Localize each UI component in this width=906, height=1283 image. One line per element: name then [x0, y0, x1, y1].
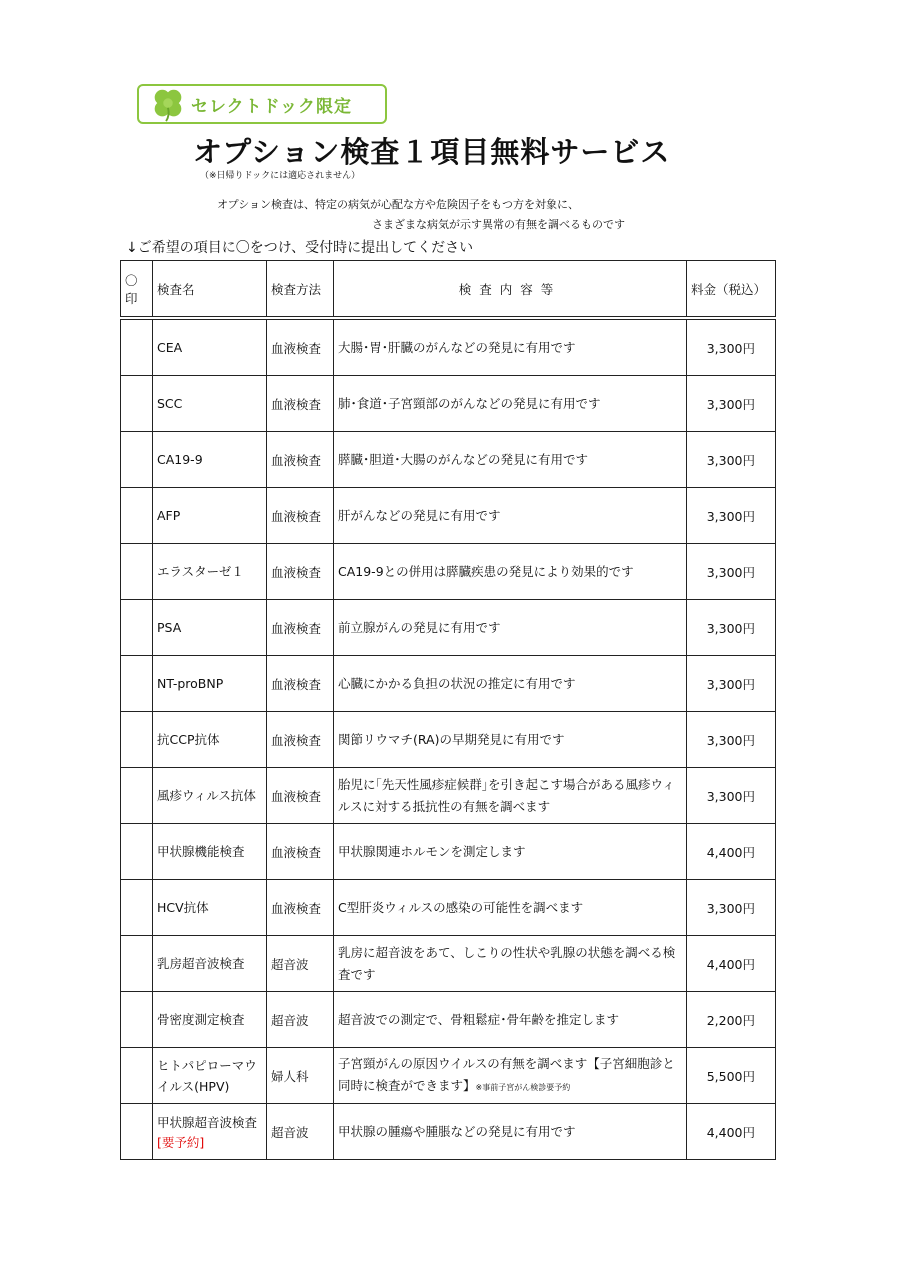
exam-method: 超音波: [267, 936, 334, 992]
exam-method: 婦人科: [267, 1048, 334, 1104]
table-row: [121, 376, 776, 432]
header-mark: 〇印: [121, 261, 153, 317]
clover-icon: [149, 85, 187, 123]
table-row: [121, 936, 776, 992]
table-row: [121, 488, 776, 544]
exam-content: [334, 376, 687, 432]
exam-price: 3,300円: [687, 768, 776, 824]
exam-method: 血液検査: [267, 320, 334, 376]
exam-name: [153, 992, 267, 1048]
table-row: [121, 432, 776, 488]
badge-label: セレクトドック限定: [191, 96, 352, 117]
mark-cell[interactable]: [121, 600, 153, 656]
exclusion-note: （※日帰りドックには適応されません）: [200, 171, 361, 181]
exam-content-text: 肝がんなどの発見に有用です: [338, 507, 501, 523]
table-row: [121, 1104, 776, 1160]
exam-price: 3,300円: [687, 376, 776, 432]
exam-price: 3,300円: [687, 320, 776, 376]
exam-name: [153, 488, 267, 544]
exam-content: [334, 488, 687, 544]
exam-name: [153, 656, 267, 712]
table-row: [121, 656, 776, 712]
exam-content-text: 胎児に｢先天性風疹症候群｣を引き起こす場合がある風疹ウィルスに対する抵抗性の有無を調べます: [338, 776, 675, 814]
exam-name-text: 甲状腺超音波検査: [157, 1115, 258, 1130]
exam-content-text: 心臓にかかる負担の状況の推定に有用です: [338, 675, 576, 691]
table-row: [121, 320, 776, 376]
exam-name: [153, 768, 267, 824]
exam-content: [334, 432, 687, 488]
mark-cell[interactable]: [121, 544, 153, 600]
exam-name-text: PSA: [157, 620, 182, 635]
table-row: [121, 824, 776, 880]
exam-method: 血液検査: [267, 768, 334, 824]
table-row: [121, 600, 776, 656]
instruction-text: ↓ご希望の項目に〇をつけ、受付時に提出してください: [126, 240, 474, 256]
exam-price: 3,300円: [687, 712, 776, 768]
table-header-row: [121, 261, 776, 317]
exam-content: [334, 992, 687, 1048]
exam-name-text: エラスターゼ１: [157, 564, 244, 579]
exam-name: [153, 376, 267, 432]
exam-content-text: C型肝炎ウィルスの感染の可能性を調べます: [338, 899, 584, 915]
exam-price: 3,300円: [687, 432, 776, 488]
promo-badge: [137, 84, 387, 124]
exam-method: 血液検査: [267, 544, 334, 600]
header-method: 検査方法: [267, 261, 334, 317]
exam-content: [334, 936, 687, 992]
exam-name: [153, 1048, 267, 1104]
exam-content-text: 大腸･胃･肝臓のがんなどの発見に有用です: [338, 339, 576, 355]
exam-price: 2,200円: [687, 992, 776, 1048]
exam-price: 3,300円: [687, 880, 776, 936]
exam-name-text: 抗CCP抗体: [157, 732, 220, 747]
exam-name-text: HCV抗体: [157, 900, 209, 915]
exam-name-text: 甲状腺機能検査: [157, 844, 245, 859]
table-row: [121, 880, 776, 936]
exam-content-note: ※事前子宮がん検診要予約: [475, 1082, 571, 1092]
table-row: [121, 544, 776, 600]
exam-name: [153, 824, 267, 880]
exam-method: 超音波: [267, 1104, 334, 1160]
exam-method: 血液検査: [267, 432, 334, 488]
exam-price: 4,400円: [687, 1104, 776, 1160]
exam-method: 血液検査: [267, 656, 334, 712]
mark-cell[interactable]: [121, 488, 153, 544]
exam-name: [153, 544, 267, 600]
mark-cell[interactable]: [121, 656, 153, 712]
exam-price: 3,300円: [687, 544, 776, 600]
table-row: [121, 1048, 776, 1104]
exam-method: 血液検査: [267, 824, 334, 880]
header-price: 料金（税込）: [687, 261, 776, 317]
mark-cell[interactable]: [121, 320, 153, 376]
header-content: 検査内容等: [334, 261, 687, 317]
description-line-2: さまざまな病気が示す異常の有無を調べるものです: [372, 218, 625, 231]
description-line-1: オプション検査は、特定の病気が心配な方や危険因子をもつ方を対象に、: [217, 198, 580, 211]
exam-content-text: 子宮頸がんの原因ウイルスの有無を調べます【子宮細胞診と同時に検査ができます】: [338, 1055, 675, 1093]
exam-content-text: 超音波での測定で、骨粗鬆症･骨年齢を推定します: [338, 1011, 620, 1027]
exam-name: [153, 712, 267, 768]
mark-cell[interactable]: [121, 1104, 153, 1160]
exam-name: [153, 1104, 267, 1160]
exam-content: [334, 600, 687, 656]
exam-content-text: 膵臓･胆道･大腸のがんなどの発見に有用です: [338, 451, 589, 467]
mark-cell[interactable]: [121, 712, 153, 768]
exam-content: [334, 320, 687, 376]
mark-cell[interactable]: [121, 824, 153, 880]
options-table: [120, 260, 776, 1160]
exam-content: [334, 544, 687, 600]
exam-name: [153, 936, 267, 992]
exam-name-text: 風疹ウィルス抗体: [157, 788, 256, 803]
mark-cell[interactable]: [121, 936, 153, 992]
exam-name: [153, 432, 267, 488]
exam-content-text: 甲状腺関連ホルモンを測定します: [338, 843, 526, 859]
exam-content: [334, 880, 687, 936]
mark-cell[interactable]: [121, 376, 153, 432]
exam-name-text: 乳房超音波検査: [157, 956, 245, 971]
exam-name-text: CA19-9: [157, 452, 203, 467]
mark-cell[interactable]: [121, 880, 153, 936]
exam-content: [334, 1104, 687, 1160]
exam-method: 血液検査: [267, 376, 334, 432]
exam-name-text: ヒトパピローマウイルス(HPV): [157, 1057, 257, 1094]
exam-name-text: 骨密度測定検査: [157, 1012, 245, 1027]
exam-price: 3,300円: [687, 600, 776, 656]
exam-method: 血液検査: [267, 600, 334, 656]
mark-cell[interactable]: [121, 992, 153, 1048]
exam-name: [153, 600, 267, 656]
exam-content: [334, 712, 687, 768]
exam-content: [334, 1048, 687, 1104]
exam-name-text: NT-proBNP: [157, 676, 224, 691]
exam-price: 3,300円: [687, 656, 776, 712]
exam-name: [153, 320, 267, 376]
table-row: [121, 992, 776, 1048]
exam-content-text: 乳房に超音波をあて、しこりの性状や乳腺の状態を調べる検査です: [338, 944, 676, 982]
header-name: 検査名: [153, 261, 267, 317]
exam-content: [334, 768, 687, 824]
exam-content-text: CA19-9との併用は膵臓疾患の発見により効果的です: [338, 563, 634, 579]
exam-content-text: 甲状腺の腫瘍や腫脹などの発見に有用です: [338, 1123, 576, 1139]
exam-method: 血液検査: [267, 880, 334, 936]
page-title: オプション検査１項目無料サービス: [193, 135, 671, 169]
exam-price: 4,400円: [687, 936, 776, 992]
reservation-required-label: [要予約]: [157, 1135, 205, 1150]
exam-price: 3,300円: [687, 488, 776, 544]
exam-price: 5,500円: [687, 1048, 776, 1104]
exam-name-text: SCC: [157, 396, 183, 411]
exam-content: [334, 824, 687, 880]
exam-content: [334, 656, 687, 712]
mark-cell[interactable]: [121, 1048, 153, 1104]
exam-price: 4,400円: [687, 824, 776, 880]
exam-name-text: AFP: [157, 508, 181, 523]
mark-cell[interactable]: [121, 768, 153, 824]
table-row: [121, 712, 776, 768]
exam-method: 血液検査: [267, 488, 334, 544]
exam-method: 超音波: [267, 992, 334, 1048]
exam-name-text: CEA: [157, 340, 183, 355]
table-row: [121, 768, 776, 824]
exam-content-text: 前立腺がんの発見に有用です: [338, 619, 501, 635]
exam-content-text: 肺･食道･子宮頸部のがんなどの発見に有用です: [338, 395, 601, 411]
exam-content-text: 関節リウマチ(RA)の早期発見に有用です: [338, 731, 565, 747]
mark-cell[interactable]: [121, 432, 153, 488]
exam-method: 血液検査: [267, 712, 334, 768]
exam-name: [153, 880, 267, 936]
